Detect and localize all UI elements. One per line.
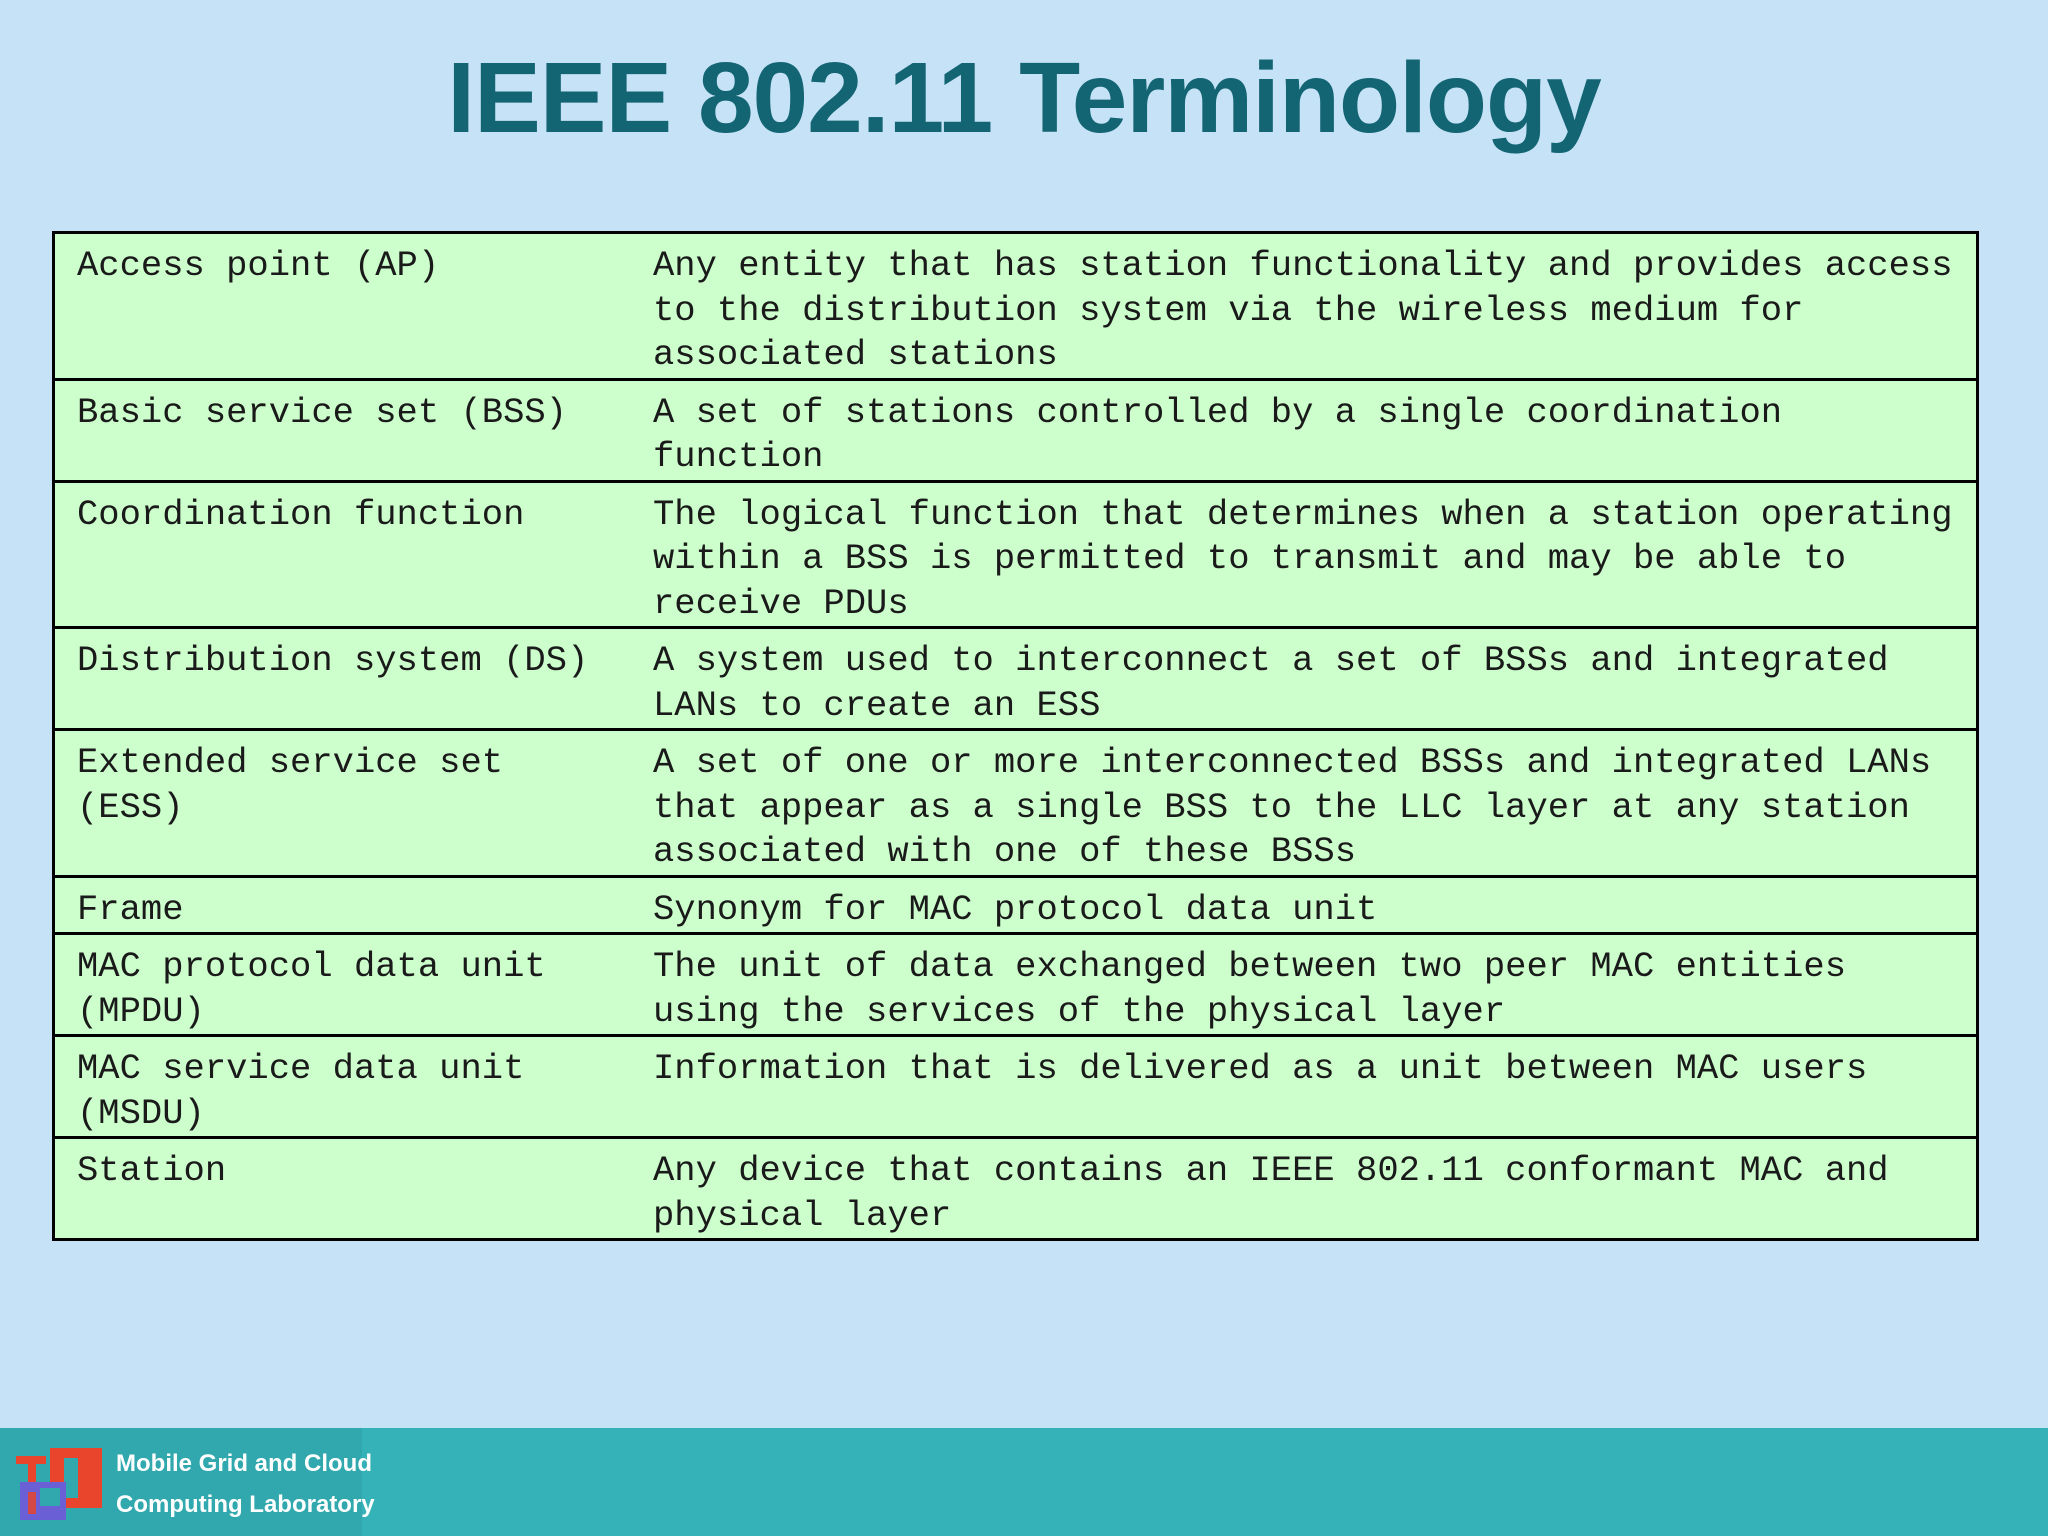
lab-name-line1: Mobile Grid and Cloud (116, 1450, 372, 1477)
table-row (54, 876, 1978, 934)
table-row (54, 1036, 1978, 1138)
definition-cell: The logical function that determines when a station operating within a BSS is permitted to transmit and may be able to receive PDUs (639, 481, 1978, 628)
table-row (54, 934, 1978, 1036)
term-cell: Distribution system (DS) (54, 628, 640, 730)
definition-cell: Synonym for MAC protocol data unit (639, 876, 1978, 934)
table-row (54, 1138, 1978, 1240)
definition-cell: A set of stations controlled by a single coordination function (639, 379, 1978, 481)
definition-cell: Any device that contains an IEEE 802.11 conformant MAC and physical layer (639, 1138, 1978, 1240)
definition-cell: The unit of data exchanged between two peer MAC entities using the services of the physical layer (639, 934, 1978, 1036)
term-cell: MAC protocol data unit (MPDU) (54, 934, 640, 1036)
term-cell: Access point (AP) (77, 245, 440, 286)
terminology-table (52, 231, 1979, 1241)
term-cell: Coordination function (54, 481, 640, 628)
definition-cell: Information that is delivered as a unit between MAC users (639, 1036, 1978, 1138)
table-row (54, 628, 1978, 730)
table-row (54, 481, 1978, 628)
term-cell: Extended service set (ESS) (54, 730, 640, 877)
table-row (54, 730, 1978, 877)
definition-cell: Any entity that has station functionality and provides access to the distribution system via the wireless medium for associated stations (653, 245, 1974, 375)
term-cell: Basic service set (BSS) (54, 379, 640, 481)
term-cell: Frame (54, 876, 640, 934)
table-row (54, 379, 1978, 481)
definition-cell: A set of one or more interconnected BSSs and integrated LANs that appear as a single BSS to the LLC layer at any station associated with one of these BSSs (639, 730, 1978, 877)
term-cell: Station (54, 1138, 640, 1240)
lab-logo-icon (16, 1448, 102, 1520)
lab-logo (0, 1428, 375, 1536)
footer-bar (0, 1428, 2048, 1536)
definition-cell: A system used to interconnect a set of BSSs and integrated LANs to create an ESS (639, 628, 1978, 730)
term-cell: MAC service data unit (MSDU) (54, 1036, 640, 1138)
lab-name-line2: Computing Laboratory (116, 1491, 375, 1518)
slide-title: IEEE 802.11 Terminology (447, 42, 1601, 154)
table-row (54, 233, 1978, 380)
